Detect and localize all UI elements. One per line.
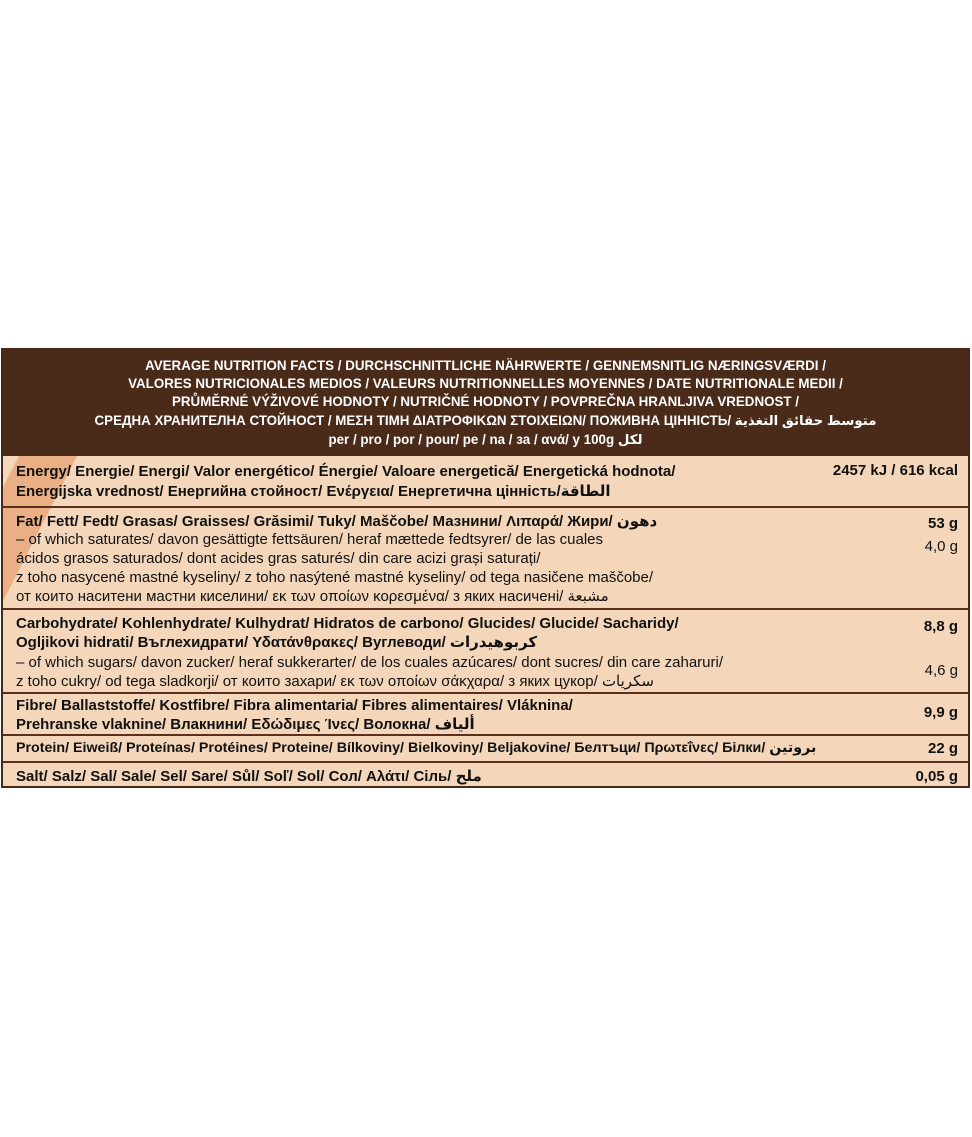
salt-row [3,761,968,788]
header-line-1: AVERAGE NUTRITION FACTS / DURCHSCHNITTLICHE NÄHRWERTE / GENNEMSNITLIG NÆRINGSVÆRDI / [145,358,826,373]
saturates-label-3: z toho nasycené mastné kyseliny/ z toho nasýtené mastné kyseliny/ od tega nasičene maščobe/ [16,569,654,586]
carbohydrate-value: 8,8 g [923,618,958,635]
salt-value: 0,05 g [915,768,958,785]
saturates-label-1: – of which saturates/ davon gesättigte fettsäuren/ heraf mættede fedtsyrer/ de las cuales [16,531,603,548]
energy-label-1: Energy/ Energie/ Energi/ Valor energético/ Énergie/ Valoare energetică/ Energetická hodnota/ [16,463,676,480]
fat-value: 53 g [927,515,958,532]
fibre-label-2: Prehranske vlaknine/ Влакнини/ Εδώδιμες Ίνες/ Волокна/ ألياف [16,716,475,733]
sugars-value: 4,6 g [924,662,958,679]
saturates-value: 4,0 g [924,538,958,555]
energy-row [3,456,968,506]
salt-label: Salt/ Salz/ Sal/ Sale/ Sel/ Sare/ Sůl/ Soľ/ Sol/ Сол/ Αλάτι/ Сіль/ ملح [16,768,482,785]
fat-label: Fat/ Fett/ Fedt/ Grasas/ Graisses/ Grăsimi/ Tuky/ Maščobe/ Мазнини/ Λιπαρά/ Жири/ دهون [16,513,658,530]
header-line-2: VALORES NUTRICIONALES MEDIOS / VALEURS NUTRITIONNELLES MOYENNES / DATE NUTRITIONALE MEDII / [128,376,843,391]
fibre-row [3,692,968,734]
protein-row [3,734,968,761]
header-line-4: СРЕДНА ХРАНИТЕЛНА СТОЙНОСТ / ΜΕΣΗ ΤΙΜΗ ΔΙΑΤΡΟΦΙΚΩΝ ΣΤΟΙΧΕΙΩΝ/ ПОЖИВНА ЦІННІСТЬ/ متوسط حقائق التغذية [94,413,877,428]
fat-row [3,506,968,608]
energy-value: 2457 kJ / 616 kcal [832,462,958,479]
protein-label: Protein/ Eiweiß/ Proteínas/ Protéines/ Proteine/ Bílkoviny/ Bielkoviny/ Beljakovine/ Белтъци/ Πρωτεΐνες/ Білки/ بروتين [16,740,817,756]
saturates-label-2: ácidos grasos saturados/ dont acides gras saturés/ din care acizi grași saturați/ [16,550,541,567]
saturates-label-4: от които наситени мастни киселини/ εκ των οποίων κορεσμένα/ з яких насичені/ مشبعة [16,588,609,605]
header-line-3: PRŮMĚRNÉ VÝŽIVOVÉ HODNOTY / NUTRIČNÉ HODNOTY / POVPREČNA HRANLJIVA VREDNOST / [172,394,799,409]
energy-label-2: Energijska vrednost/ Енергийна стойност/ Ενέργεια/ Енергетична цінність/الطاقة [16,483,611,500]
carbohydrate-label-2: Ogljikovi hidrati/ Въглехидрати/ Υδατάνθρακες/ Вуглеводи/ كربوهيدرات [16,634,538,651]
nutrition-label [1,348,970,788]
sugars-label-2: z toho cukry/ od tega sladkorji/ от които захари/ εκ των οποίων σάκχαρα/ з яких цукор/ سكريات [16,673,654,690]
carbohydrate-row [3,608,968,692]
header-line-5: per / pro / por / pour/ pe / na / за / ανά/ у 100g لكل [328,432,643,447]
sugars-label-1: – of which sugars/ davon zucker/ heraf sukkerarter/ de los cuales azúcares/ dont sucres/ din care zaharuri/ [16,654,724,671]
fibre-value: 9,9 g [923,704,958,721]
carbohydrate-label-1: Carbohydrate/ Kohlenhydrate/ Kulhydrat/ Hidratos de carbono/ Glucides/ Glucide/ Sacharidy/ [16,615,679,632]
nutrition-header [3,350,968,456]
protein-value: 22 g [927,740,958,757]
fibre-label-1: Fibre/ Ballaststoffe/ Kostfibre/ Fibra alimentaria/ Fibres alimentaires/ Vláknina/ [16,697,573,714]
